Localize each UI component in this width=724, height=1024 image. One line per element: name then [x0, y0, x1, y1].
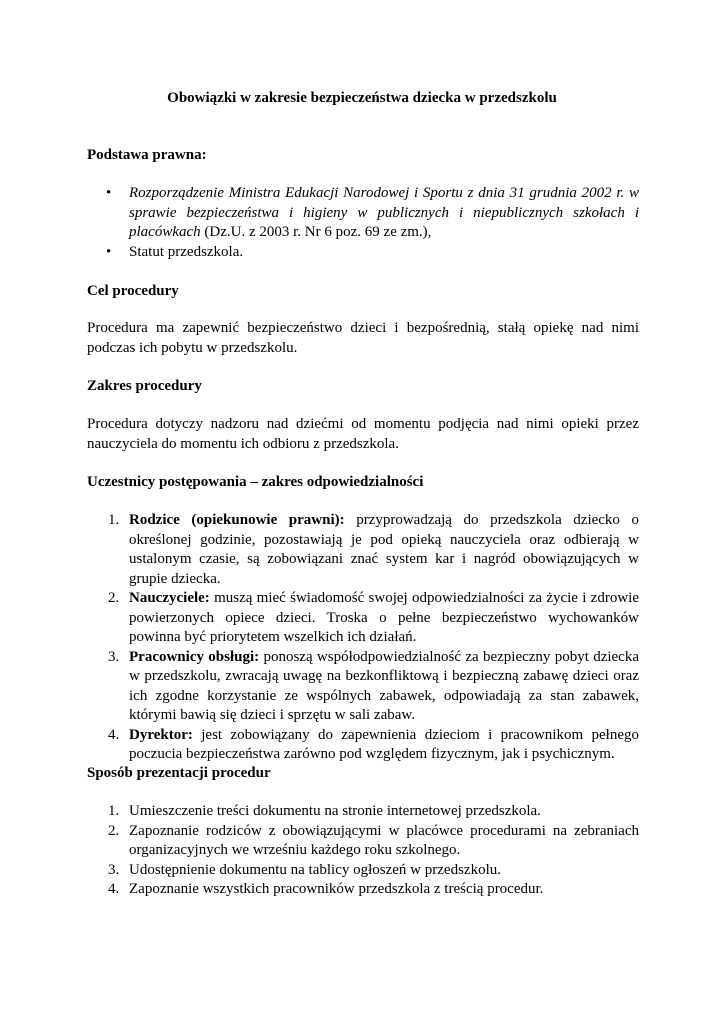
scope-heading: Zakres procedury — [87, 378, 202, 394]
participant-text: jest zobowiązany do zapewnienia dzieciom i pracownikom pełnego poczucia bezpieczeństwa zarówno pod względem fizycznym, jak i psychicznym. — [129, 726, 639, 762]
list-number: 4. — [108, 726, 120, 743]
list-number: 2. — [108, 590, 120, 606]
participant-parents — [87, 511, 639, 589]
presentation-text: Udostępnienie dokumentu na tablicy ogłoszeń w przedszkolu. — [129, 861, 501, 878]
regulation-title: Rozporządzenie Ministra Edukacji Narodowej i Sportu z dnia 31 grudnia 2002 r. w sprawie bezpieczeństwa i higieny w publicznych i niepublicznych szkołach i placówkach — [129, 185, 639, 240]
list-number: 1. — [108, 512, 120, 528]
presentation-list — [87, 802, 639, 900]
presentation-item-3 — [87, 861, 639, 881]
participant-text: ponoszą współodpowiedzialność za bezpieczny pobyt dziecka w przedszkolu, zwracają uwagę na bezkonfliktową i bezpieczną zabawę dzieci oraz ich zgodne korzystanie ze wspólnych zabawek, odpowiadają za stan zabawek, którymi bawią się dzieci i sprzętu w sali zabaw. — [129, 648, 639, 723]
presentation-text: Umieszczenie treści dokumentu na stronie internetowej przedszkola. — [129, 803, 541, 819]
participant-term: Pracownicy obsługi: — [129, 648, 260, 665]
participant-term: Rodzice (opiekunowie prawni): — [129, 512, 345, 528]
bullet-icon: • — [106, 185, 112, 201]
goal-text: Procedura ma zapewnić bezpieczeństwo dzieci i bezpośrednią, stałą opiekę nad nimi podczas ich pobytu w przedszkolu. — [87, 320, 639, 356]
participant-director — [87, 726, 639, 765]
legal-basis-heading: Podstawa prawna: — [87, 147, 207, 163]
participant-term: Nauczyciele: — [129, 590, 210, 606]
statute-text: Statut przedszkola. — [129, 243, 244, 260]
bullet-icon: • — [106, 243, 112, 260]
presentation-heading: Sposób prezentacji procedur — [87, 765, 271, 781]
regulation-reference: (Dz.U. z 2003 r. Nr 6 poz. 69 ze zm.), — [200, 224, 432, 240]
goal-heading: Cel procedury — [87, 283, 179, 299]
scope-text: Procedura dotyczy nadzoru nad dziećmi od momentu podjęcia nad nimi opieki przez nauczyciela do momentu ich odbioru z przedszkola. — [87, 416, 639, 452]
participant-text: przyprowadzają do przedszkola dziecko o określonej godzinie, pozostawiają je pod opieką nauczyciela oraz odbierają w ustalonym czasie, są zobowiązani znać system kar i nagród obowiązujących w grupie dziecka. — [129, 512, 639, 587]
participants-heading: Uczestnicy postępowania – zakres odpowiedzialności — [87, 474, 424, 490]
presentation-item-4 — [87, 880, 639, 900]
participant-term: Dyrektor: — [129, 726, 193, 743]
list-number: 2. — [108, 822, 120, 839]
presentation-item-1 — [87, 802, 639, 822]
presentation-text: Zapoznanie wszystkich pracowników przedszkola z treścią procedur. — [129, 881, 544, 897]
legal-basis-item-2 — [87, 243, 639, 263]
presentation-text: Zapoznanie rodziców z obowiązującymi w placówce procedurami na zebraniach organizacyjnych we wrześniu każdego roku szkolnego. — [129, 822, 639, 858]
participant-teachers — [87, 589, 639, 648]
participant-text: muszą mieć świadomość swojej odpowiedzialności za życie i zdrowie powierzonych opiece dzieci. Troska o pełne bezpieczeństwo wychowanków powinna być priorytetem wszelkich ich działań. — [129, 590, 639, 645]
legal-basis-item-1 — [87, 184, 639, 243]
list-number: 3. — [108, 861, 120, 878]
list-number: 3. — [108, 648, 120, 665]
list-number: 1. — [108, 803, 120, 819]
document-title: Obowiązki w zakresie bezpieczeństwa dziecka w przedszkolu — [167, 90, 557, 106]
participants-list — [87, 511, 639, 765]
presentation-item-2 — [87, 822, 639, 861]
participant-staff — [87, 648, 639, 726]
legal-basis-list — [87, 184, 639, 262]
list-number: 4. — [108, 881, 120, 897]
